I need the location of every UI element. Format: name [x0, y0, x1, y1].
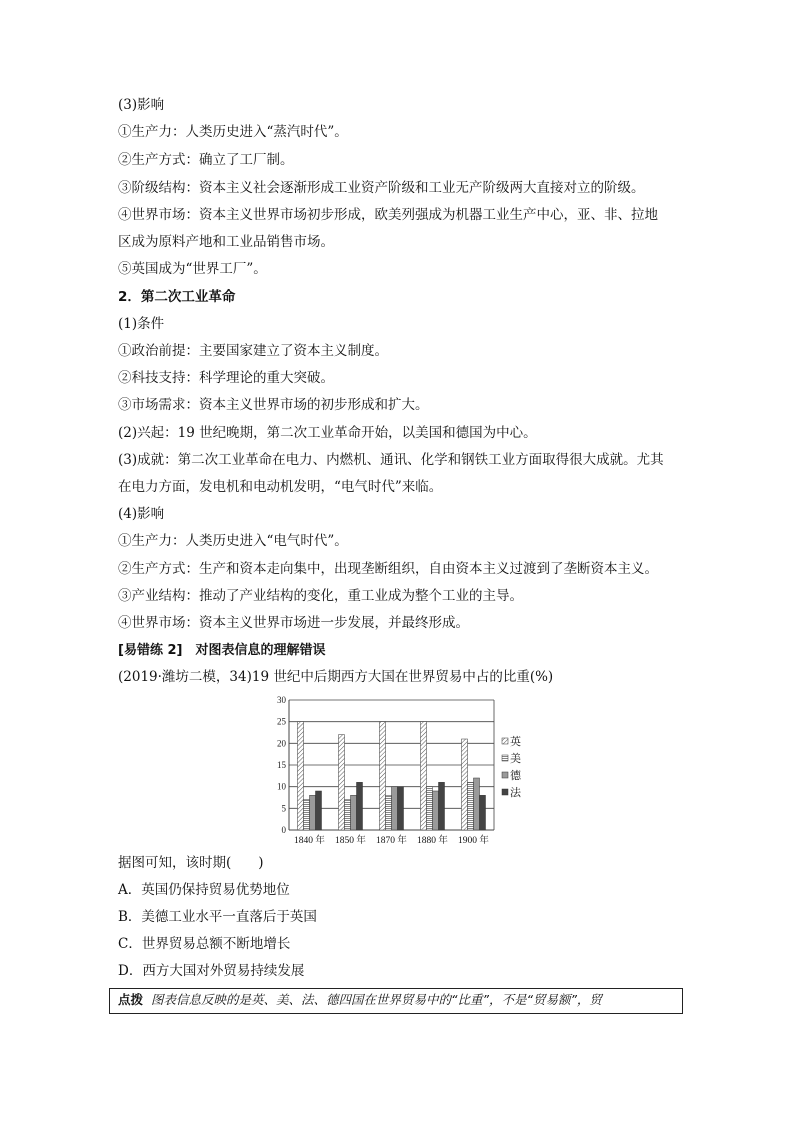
bar-uk	[339, 735, 345, 830]
y-tick-label: 5	[281, 803, 286, 814]
bar-us	[468, 782, 474, 830]
bar-uk	[462, 739, 468, 830]
x-tick-label: 1850 年	[335, 836, 366, 846]
bar-france	[480, 795, 486, 830]
option-a[interactable]: A．英国仍保持贸易优势地位	[118, 882, 290, 898]
text-line: ①生产力：人类历史进入“电气时代”。	[118, 533, 348, 549]
section-heading-impact-2: (4)影响	[118, 506, 165, 522]
bar-germany	[351, 795, 357, 830]
question-source: (2019·潍坊二模，34)19 世纪中后期西方大国在世界贸易中占的比重(%)	[118, 669, 554, 685]
bar-uk	[380, 722, 386, 830]
x-tick-label: 1880 年	[417, 836, 448, 846]
bar-us	[427, 787, 433, 830]
question-stem: 据图可知，该时期( )	[118, 855, 264, 871]
option-c[interactable]: C．世界贸易总额不断地增长	[118, 936, 291, 952]
text-line: ②科技支持：科学理论的重大突破。	[118, 370, 334, 386]
legend-label: 德	[510, 770, 521, 782]
bar-france	[316, 791, 322, 830]
y-tick-label: 25	[277, 716, 286, 727]
text-line: ③产业结构：推动了产业结构的变化，重工业成为整个工业的主导。	[118, 588, 523, 604]
trade-share-chart	[262, 692, 532, 852]
legend-label: 美	[510, 753, 521, 765]
text-line: ③市场需求：资本主义世界市场的初步形成和扩大。	[118, 397, 429, 413]
legend-swatch	[502, 755, 508, 761]
bar-france	[357, 782, 363, 830]
bar-france	[398, 787, 404, 830]
bar-germany	[392, 787, 398, 830]
exercise-heading: [易错练 2] 对图表信息的理解错误	[118, 643, 326, 658]
text-line: 在电力方面，发电机和电动机发明，“电气时代”来临。	[118, 479, 443, 495]
tip-text: 图表信息反映的是英、美、法、德四国在世界贸易中的“比重”，不是“贸易额”，贸	[151, 992, 602, 1007]
text-line: ⑤英国成为“世界工厂”。	[118, 261, 267, 277]
legend-label: 法	[510, 787, 521, 799]
y-tick-label: 0	[281, 825, 286, 835]
text-line: 区成为原料产地和工业品销售市场。	[118, 234, 334, 250]
bar-uk	[421, 722, 427, 830]
text-line: ②生产方式：确立了工厂制。	[118, 152, 294, 168]
bar-germany	[310, 795, 316, 830]
x-tick-label: 1870 年	[376, 836, 407, 846]
bar-us	[386, 795, 392, 830]
x-tick-label: 1840 年	[294, 836, 325, 846]
option-b[interactable]: B．美德工业水平一直落后于英国	[118, 909, 317, 925]
section-heading-impact: (3)影响	[118, 97, 165, 113]
text-line: (2)兴起：19 世纪晚期，第二次工业革命开始，以美国和德国为中心。	[118, 425, 537, 441]
x-tick-label: 1900 年	[458, 836, 489, 846]
bar-france	[439, 782, 445, 830]
legend-swatch	[502, 789, 508, 795]
bar-us	[345, 800, 351, 830]
tip-label: 点拨	[118, 992, 144, 1007]
section-heading-second-revolution: 2．第二次工业革命	[118, 289, 236, 305]
tip-box	[109, 988, 683, 1014]
bar-germany	[433, 791, 439, 830]
y-tick-label: 10	[277, 781, 286, 792]
bar-us	[304, 800, 310, 830]
y-tick-label: 20	[277, 738, 286, 749]
text-line: ③阶级结构：资本主义社会逐渐形成工业资产阶级和工业无产阶级两大直接对立的阶级。	[118, 180, 645, 196]
text-line: ④世界市场：资本主义世界市场进一步发展，并最终形成。	[118, 615, 469, 631]
y-tick-label: 30	[277, 695, 286, 705]
option-d[interactable]: D．西方大国对外贸易持续发展	[118, 963, 305, 979]
y-tick-label: 15	[277, 760, 286, 770]
text-line: ①生产力：人类历史进入“蒸汽时代”。	[118, 124, 348, 140]
legend-swatch	[502, 738, 508, 744]
section-heading-conditions: (1)条件	[118, 316, 165, 332]
legend-swatch	[502, 772, 508, 778]
legend-label: 英	[510, 736, 521, 748]
bar-uk	[298, 722, 304, 830]
text-line: ①政治前提：主要国家建立了资本主义制度。	[118, 343, 388, 359]
text-line: (3)成就：第二次工业革命在电力、内燃机、通讯、化学和钢铁工业方面取得很大成就。尤其	[118, 452, 664, 468]
bar-chart-svg	[262, 692, 532, 852]
text-line: ④世界市场：资本主义世界市场初步形成，欧美列强成为机器工业生产中心，亚、非、拉地	[118, 207, 658, 223]
text-line: ②生产方式：生产和资本走向集中，出现垄断组织，自由资本主义过渡到了垄断资本主义。	[118, 561, 658, 577]
bar-germany	[474, 778, 480, 830]
